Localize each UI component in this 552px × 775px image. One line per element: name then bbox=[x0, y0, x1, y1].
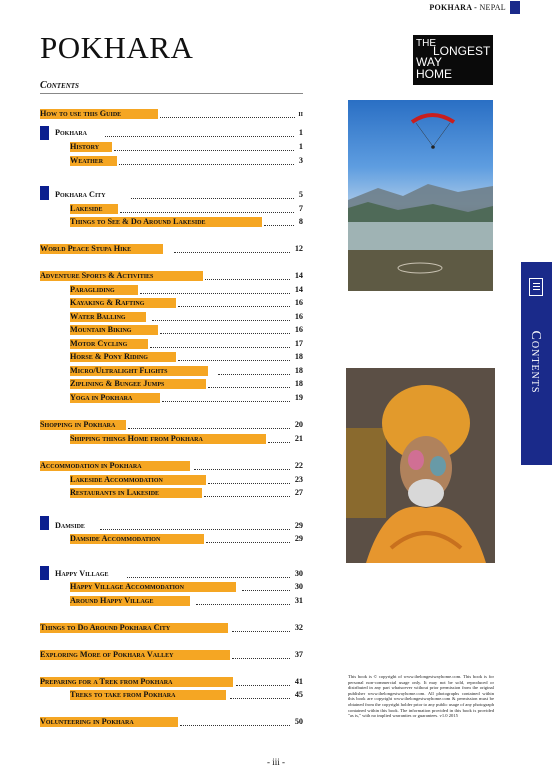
copyright-notice: This book is © copyright of www.thelongestwayhome.com. This book is for personal non-commercial usage only. It may not be sold, reproduced or distributed in any part whatsoever without prior permission from the original publisher www.thelongestwayhome.com. All photographs contained within this book are copyright www.thelongestwayhome.com & permission must be obtained from the copyright holder prior to any public usage of any photograph contained within this book. The information provided in this book is provided "as is," with no implied warranties or guarantees. v1.0 2015 bbox=[348, 674, 494, 719]
toc-entry[interactable]: Weather 3 bbox=[70, 156, 303, 165]
toc-entry[interactable]: Water Balling 16 bbox=[70, 312, 303, 321]
toc-entry[interactable]: Things to Do Around Pokhara City 32 bbox=[40, 623, 303, 632]
toc-entry[interactable]: Restaurants in Lakeside 27 bbox=[70, 488, 303, 497]
toc-entry[interactable]: How to use this Guide ii bbox=[40, 109, 303, 118]
toc-entry[interactable]: Ziplining & Bungee Jumps 18 bbox=[70, 379, 303, 388]
paragliding-scene-illustration bbox=[348, 100, 493, 291]
toc-entry[interactable]: Mountain Biking 16 bbox=[70, 325, 303, 334]
title-divider bbox=[40, 93, 303, 94]
toc-entry[interactable]: Paragliding 14 bbox=[70, 285, 303, 294]
running-header bbox=[429, 0, 552, 14]
contents-side-tab[interactable] bbox=[521, 262, 552, 465]
logo-line-2: LONGEST bbox=[433, 44, 491, 58]
toc-entry[interactable]: Exploring More of Pokhara Valley 37 bbox=[40, 650, 303, 659]
toc-entry[interactable]: Treks to take from Pokhara 45 bbox=[70, 690, 303, 699]
brand-logo bbox=[413, 35, 493, 85]
toc-entry[interactable]: Micro/Ultralight Flights 18 bbox=[70, 366, 303, 375]
page-number: - iii - bbox=[267, 757, 285, 767]
toc-entry[interactable]: Shipping things Home from Pokhara 21 bbox=[70, 434, 303, 443]
header-separator: - bbox=[471, 2, 480, 12]
toc-entry[interactable]: Motor Cycling 17 bbox=[70, 339, 303, 348]
toc-entry[interactable]: Yoga in Pokhara 19 bbox=[70, 393, 303, 402]
toc-entry[interactable]: Kayaking & Rafting 16 bbox=[70, 298, 303, 307]
toc-entry[interactable]: Things to See & Do Around Lakeside 8 bbox=[70, 217, 303, 226]
toc-entry[interactable]: Around Happy Village 31 bbox=[70, 596, 303, 605]
logo-line-4: HOME bbox=[416, 67, 452, 81]
toc-entry[interactable]: Accommodation in Pokhara 22 bbox=[40, 461, 303, 470]
logo-line-1: THE bbox=[416, 38, 436, 49]
header-subtitle: NEPAL bbox=[479, 2, 506, 12]
toc-entry[interactable]: Adventure Sports & Activities 14 bbox=[40, 271, 303, 280]
side-tab-label: Contents bbox=[528, 330, 543, 394]
page-title: POKHARA bbox=[40, 30, 194, 65]
sadhu-portrait-photo bbox=[346, 368, 495, 563]
contents-subtitle: Contents bbox=[40, 80, 79, 91]
toc-entry[interactable]: Damside 29 bbox=[55, 521, 303, 530]
document-icon bbox=[529, 278, 543, 296]
toc-entry[interactable]: Pokhara City 5 bbox=[55, 190, 303, 199]
toc-entry[interactable]: History 1 bbox=[70, 142, 303, 151]
section-marker bbox=[40, 516, 49, 530]
toc-entry[interactable]: Preparing for a Trek from Pokhara 41 bbox=[40, 677, 303, 686]
toc-entry[interactable]: Lakeside Accommodation 23 bbox=[70, 475, 303, 484]
section-marker bbox=[40, 126, 49, 140]
header-title: POKHARA bbox=[429, 2, 472, 12]
header-square bbox=[510, 1, 520, 14]
toc-entry[interactable]: Damside Accommodation 29 bbox=[70, 534, 303, 543]
toc-entry[interactable]: World Peace Stupa Hike 12 bbox=[40, 244, 303, 253]
toc-entry[interactable]: Happy Village 30 bbox=[55, 569, 303, 578]
section-marker bbox=[40, 566, 49, 580]
toc-entry[interactable]: Happy Village Accommodation 30 bbox=[70, 582, 303, 591]
paragliding-photo bbox=[348, 100, 493, 291]
toc-entry[interactable]: Volunteering in Pokhara 50 bbox=[40, 717, 303, 726]
toc-entry[interactable]: Lakeside 7 bbox=[70, 204, 303, 213]
toc-entry[interactable]: Pokhara 1 bbox=[55, 128, 303, 137]
sadhu-portrait-illustration bbox=[346, 368, 495, 563]
toc-entry[interactable]: Shopping in Pokhara 20 bbox=[40, 420, 303, 429]
section-marker bbox=[40, 186, 49, 200]
logo-line-3: WAY bbox=[416, 55, 442, 69]
toc-entry[interactable]: Horse & Pony Riding 18 bbox=[70, 352, 303, 361]
